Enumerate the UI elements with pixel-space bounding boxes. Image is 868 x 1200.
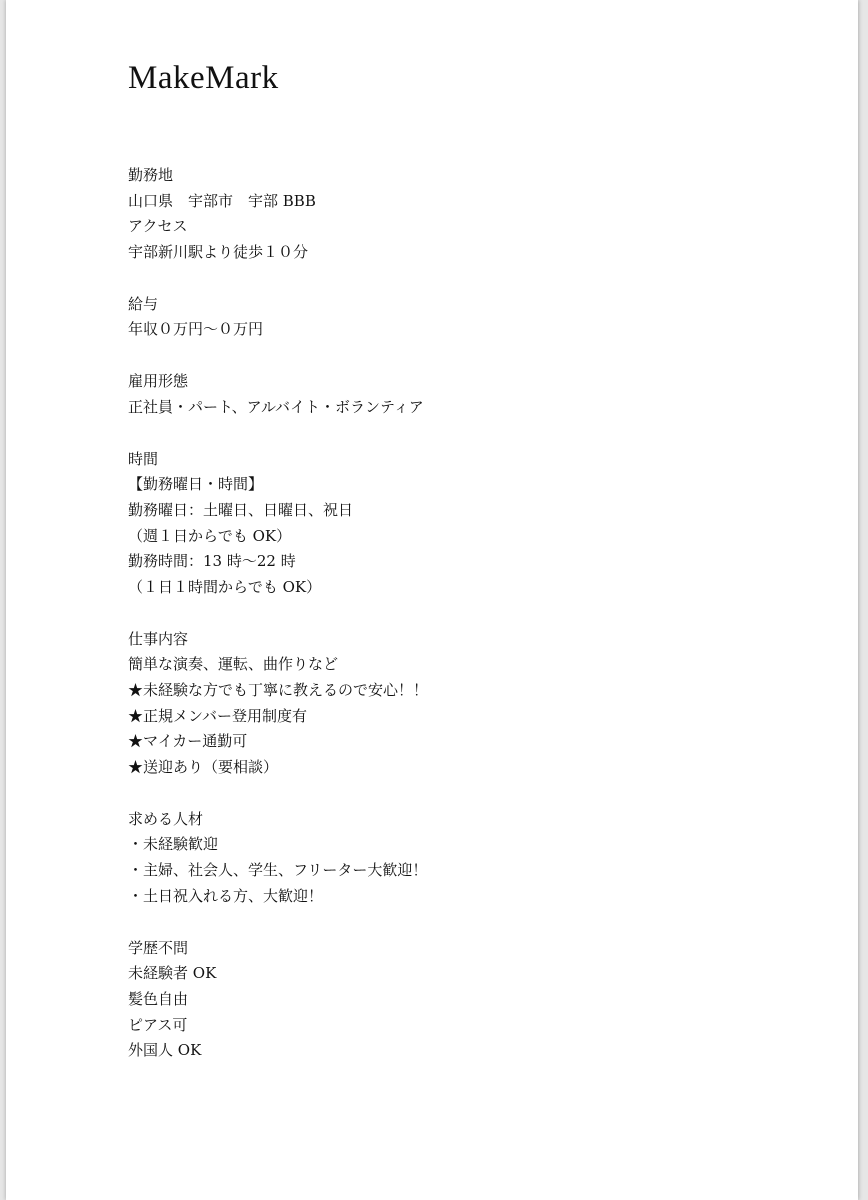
- text-line: 未経験者 OK: [128, 964, 217, 983]
- section-desired-candidates: [128, 807, 828, 910]
- document-title: MakeMark: [128, 60, 279, 96]
- section-employment-type: [128, 369, 828, 420]
- text-line: 【勤務曜日・時間】: [128, 475, 264, 494]
- section-requirements: [128, 936, 828, 1064]
- text-line: 年収０万円〜０万円: [128, 320, 264, 339]
- document-page: [6, 0, 858, 1200]
- section-hours: [128, 447, 828, 601]
- section-work-location: [128, 163, 828, 266]
- text-line: 勤務曜日：土曜日、日曜日、祝日: [128, 500, 354, 519]
- section-heading: 時間: [128, 449, 159, 468]
- text-line: （１日１時間からでも OK）: [128, 577, 322, 596]
- text-line: 髪色自由: [128, 989, 189, 1008]
- text-line: 宇部新川駅より徒歩１０分: [128, 243, 309, 262]
- document-body: [128, 163, 828, 1090]
- section-subheading: アクセス: [128, 217, 188, 236]
- text-line: ・未経験歓迎: [128, 835, 219, 854]
- text-line: 正社員・パート、アルバイト・ボランティア: [128, 397, 424, 416]
- text-line: ★未経験な方でも丁寧に教えるので安心！！: [128, 681, 429, 699]
- text-line: ★マイカー通勤可: [128, 732, 248, 751]
- text-line: 簡単な演奏、運転、曲作りなど: [128, 655, 339, 674]
- text-line: ・土日祝入れる方、大歓迎！: [128, 886, 324, 905]
- text-line: 外国人 OK: [128, 1041, 202, 1060]
- text-line: ピアス可: [128, 1015, 188, 1034]
- text-line: 勤務時間：13 時〜22 時: [128, 552, 296, 571]
- section-heading: 学歴不問: [128, 938, 189, 957]
- text-line: ★送迎あり（要相談）: [128, 758, 279, 777]
- section-heading: 求める人材: [128, 809, 204, 828]
- section-heading: 雇用形態: [128, 372, 189, 391]
- text-line: ・主婦、社会人、学生、フリーター大歓迎！: [128, 861, 428, 880]
- text-line: ★正規メンバー登用制度有: [128, 706, 307, 725]
- section-salary: [128, 292, 828, 343]
- text-line: （週１日からでも OK）: [128, 526, 292, 545]
- section-heading: 仕事内容: [128, 629, 189, 648]
- section-job-description: [128, 627, 828, 781]
- section-heading: 給与: [128, 294, 159, 313]
- text-line: 山口県 宇部市 宇部 BBB: [128, 191, 316, 210]
- section-heading: 勤務地: [128, 166, 174, 184]
